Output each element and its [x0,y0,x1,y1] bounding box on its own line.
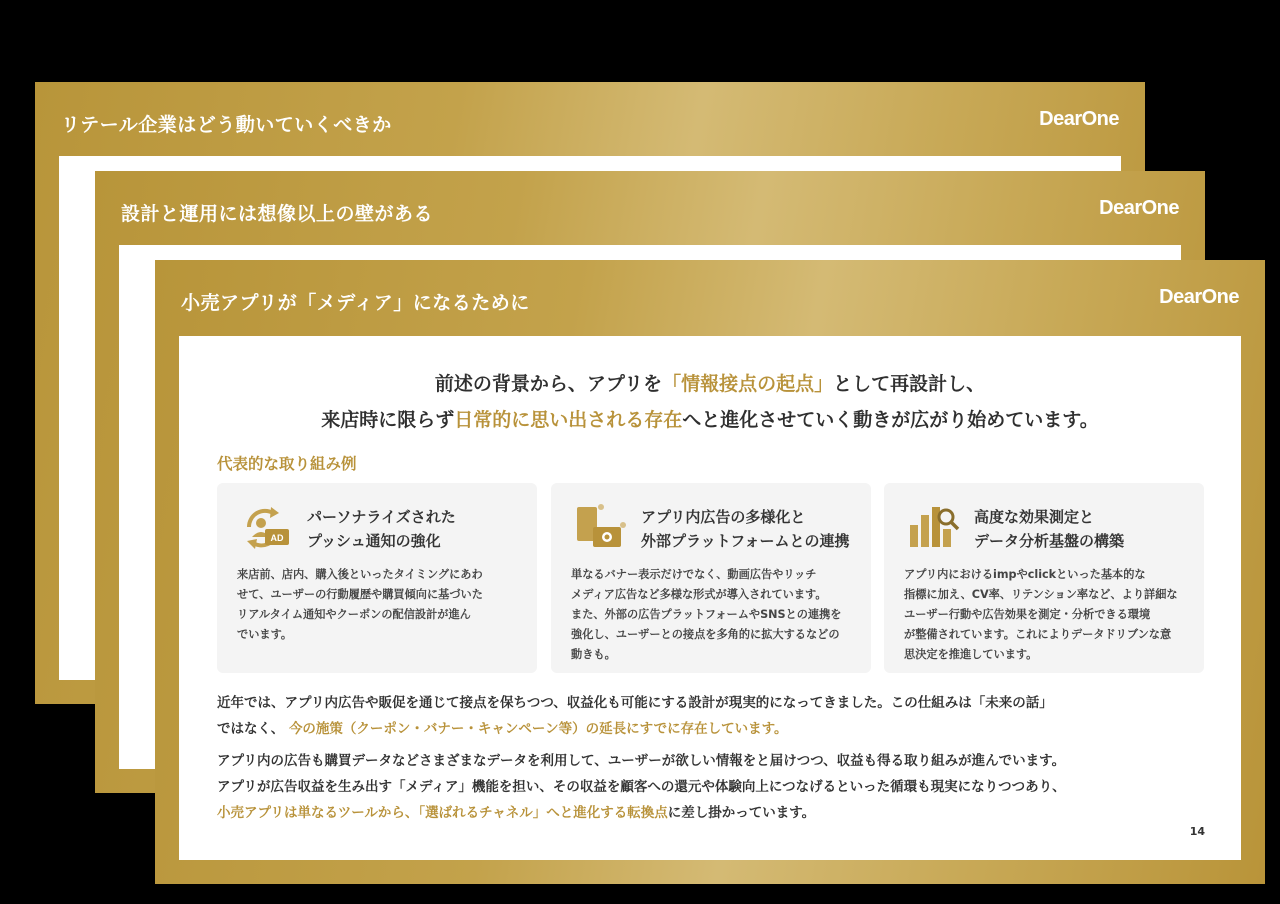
headline-text: 前述の背景から、アプリを [434,373,663,395]
card-body-line: 指標に加え、CV率、リテンション率など、より詳細な [904,588,1178,601]
card-body-line: リアルタイム通知やクーポンの配信設計が進ん [237,608,471,621]
card-title [307,505,456,553]
example-card-analytics [884,483,1204,673]
headline-text: へと進化させていく動きが広がり始めています。 [682,409,1099,431]
card-body-line: でいます。 [237,628,293,641]
paragraph-line: 近年では、アプリ内広告や販促を通じて接点を保ちつつ、収益化も可能にする設計が現実的になってきました。この仕組みは「未来の話」 [217,695,1053,711]
card-body-line: また、外部の広告プラットフォームやSNSとの連携を [571,608,842,621]
page-number: 14 [1189,825,1205,838]
card-body [904,565,1186,665]
card-body-line: 強化し、ユーザーとの接点を多角的に拡大するなどの [571,628,840,641]
card-body [571,565,853,665]
slide-title: リテール企業はどう動いていくべきか [61,114,392,136]
card-title [974,505,1124,553]
card-title-line: 高度な効果測定と [974,508,1095,526]
paragraph-highlight: 今の施策（クーポン・バナー・キャンペーン等）の延長にすでに存在しています。 [288,721,788,737]
example-card-ads [551,483,871,673]
push-notification-icon [239,503,295,551]
paragraph-1 [217,690,1211,742]
slide-panel [179,336,1241,860]
slide-front [155,260,1265,884]
card-body-line: 動きも。 [571,648,616,661]
card-body-line: 思決定を推進しています。 [904,648,1038,661]
paragraph-2 [217,748,1211,826]
card-title-line: アプリ内広告の多様化と [641,508,806,526]
dearone-logo: DearOne [1039,108,1119,130]
slide-title: 設計と運用には想像以上の壁がある [121,203,434,225]
card-body-line: が整備されています。これによりデータドリブンな意 [904,628,1172,641]
example-card-push [217,483,537,673]
headline-line-1 [179,366,1241,402]
card-body-line: ユーザー行動や広告効果を測定・分析できる環境 [904,608,1151,621]
card-body-line: 単なるバナー表示だけでなく、動画広告やリッチ [571,568,817,581]
ad-media-icon [573,503,629,551]
card-title [641,505,850,553]
analytics-chart-icon [906,503,962,551]
headline-highlight: 「情報接点の起点」 [662,373,834,395]
headline [179,366,1241,438]
slide-title: 小売アプリが「メディア」になるために [181,292,530,314]
paragraph-text: ではなく、 [217,721,285,737]
paragraph-text: に差し掛かっています。 [667,805,816,821]
card-title-line: パーソナライズされた [307,508,456,526]
ad-badge-label: AD [270,533,284,543]
headline-text: として再設計し、 [833,373,986,395]
dearone-logo: DearOne [1159,286,1239,308]
paragraph-line [217,800,1211,826]
card-body-line: アプリ内におけるimpやclickといった基本的な [904,568,1146,581]
card-title-line: 外部プラットフォームとの連携 [641,532,850,550]
card-title-line: データ分析基盤の構築 [974,532,1125,550]
card-body-line: 来店前、店内、購入後といったタイミングにあわ [237,568,483,581]
headline-text: 来店時に限らず [321,409,455,431]
headline-highlight: 日常的に思い出される存在 [454,409,683,431]
card-body [237,565,519,645]
section-subheading: 代表的な取り組み例 [217,455,357,473]
card-body-line: メディア広告など多様な形式が導入されています。 [571,588,827,601]
paragraph-line: アプリ内の広告も購買データなどさまざまなデータを利用して、ユーザーが欲しい情報をと届けつつ、収益も得る取り組みが進んでいます。 [217,753,1066,769]
card-body-line: せて、ユーザーの行動履歴や購買傾向に基づいた [237,588,483,601]
paragraph-line [217,716,1211,742]
card-title-line: プッシュ通知の強化 [307,532,441,550]
paragraph-highlight: 小売アプリは単なるツールから、「選ばれるチャネル」へと進化する転換点 [217,805,668,821]
dearone-logo: DearOne [1099,197,1179,219]
headline-line-2 [179,402,1241,438]
paragraph-line: アプリが広告収益を生み出す「メディア」機能を担い、その収益を顧客への還元や体験向上につなげるといった循環も現実になりつつあり、 [217,779,1066,795]
